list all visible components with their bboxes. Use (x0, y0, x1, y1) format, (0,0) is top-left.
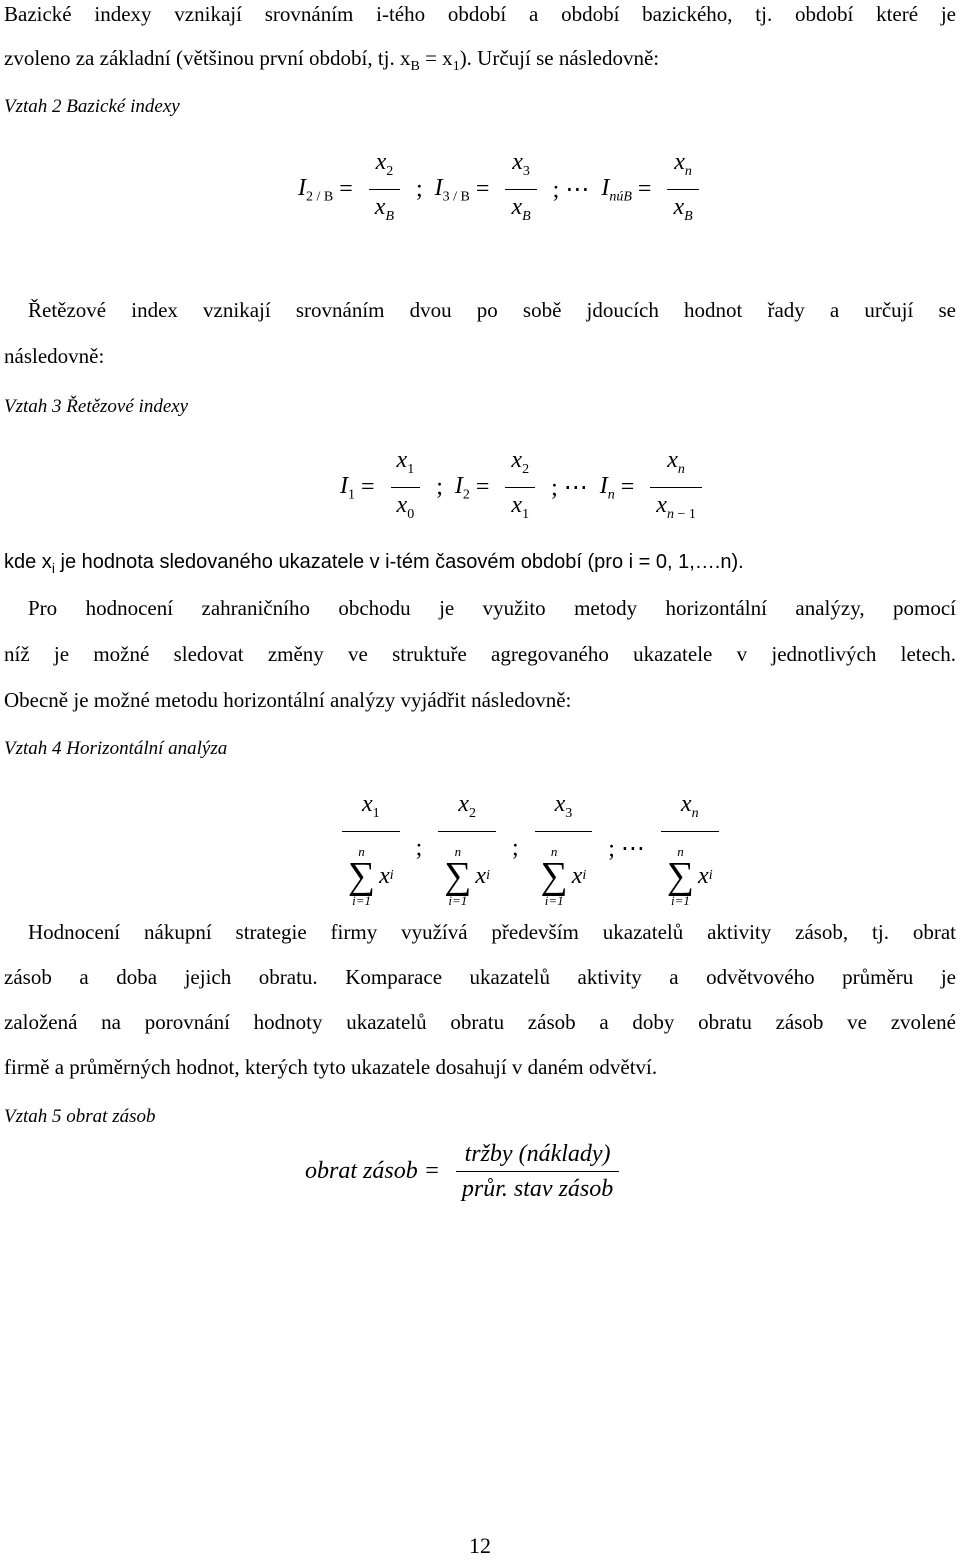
page-number: 12 (469, 1533, 491, 1558)
equation-retezove-indexy: $I_1$ = $\frac{x_1}{x_0}$ ; $I_2$ = $\frac{x_2}{x_1}$ ; ⋯ $I_n$ = $\frac{x_n}{x_{n - 1}}$ (340, 446, 706, 529)
equation-denominator: průr. stav zásob (461, 1176, 614, 1202)
caption-vztah-2: Vztah 2 Bazické indexy (4, 96, 180, 117)
paragraph-retezove-line2: následovně: (4, 344, 105, 368)
paragraph-nakupni-line4: firmě a průměrných hodnot, kterých tyto ukazatele dosahují v daném odvětví. (4, 1055, 658, 1079)
equation-obrat-zasob (305, 1140, 623, 1203)
paragraph-bazicke-line1: Bazické indexy vznikají srovnáním i-tého období a období bazického, tj. období které je (4, 2, 956, 26)
equation-lhs: obrat zásob = (305, 1158, 440, 1184)
caption-vztah-4: Vztah 4 Horizontální analýza (4, 738, 228, 759)
paragraph-kde: kde $x_i$ je hodnota sledovaného ukazatele v i-tém časovém období (pro i = 0, 1,….n). (4, 551, 744, 576)
paragraph-nakupni-line3: založená na porovnání hodnoty ukazatelů obratu zásob a doby obratu zásob ve zvolené (4, 1010, 956, 1034)
paragraph-horizontalni-line3: Obecně je možné metodu horizontální analýzy vyjádřit následovně: (4, 688, 572, 712)
caption-vztah-3: Vztah 3 Řetězové indexy (4, 396, 189, 417)
paragraph-bazicke-line2: zvoleno za základní (většinou první období, tj. $x_B = x_1$). Určují se následovně: (4, 46, 660, 75)
paragraph-retezove-line1: Řetězové index vznikají srovnáním dvou po sobě jdoucích hodnot řady a určují se (28, 298, 956, 322)
paragraph-horizontalni-line1: Pro hodnocení zahraničního obchodu je využito metody horizontální analýzy, pomocí (28, 596, 956, 620)
paragraph-nakupni-line2: zásob a doba jejich obratu. Komparace ukazatelů aktivity a odvětvového průměru je (4, 965, 956, 989)
caption-vztah-5: Vztah 5 obrat zásob (4, 1106, 156, 1127)
paragraph-horizontalni-line2: níž je možné sledovat změny ve struktuře agregovaného ukazatele v jednotlivých letech. (4, 642, 956, 666)
equation-horizontalni-analyza: $x_1$ n ∑ i=1 x i ; $x_2$ n ∑ i=1 x i ; $x_3$ n ∑ i=1 x i ; ⋯ $x_n$ n ∑ i=1 x i (338, 790, 723, 907)
paragraph-nakupni-line1: Hodnocení nákupní strategie firmy využívá především ukazatelů aktivity zásob, tj. obrat (28, 920, 956, 944)
equation-bazicke-indexy: $I_{2 / B}$ = $\frac{x_2}{x_B}$ ; $I_{3 / B}$ = $\frac{x_3}{x_B}$ ; ⋯ $I_{núB}$ = $\frac{x_n}{x_B}$ (298, 148, 703, 231)
equation-numerator: tržby (náklady) (456, 1140, 619, 1172)
